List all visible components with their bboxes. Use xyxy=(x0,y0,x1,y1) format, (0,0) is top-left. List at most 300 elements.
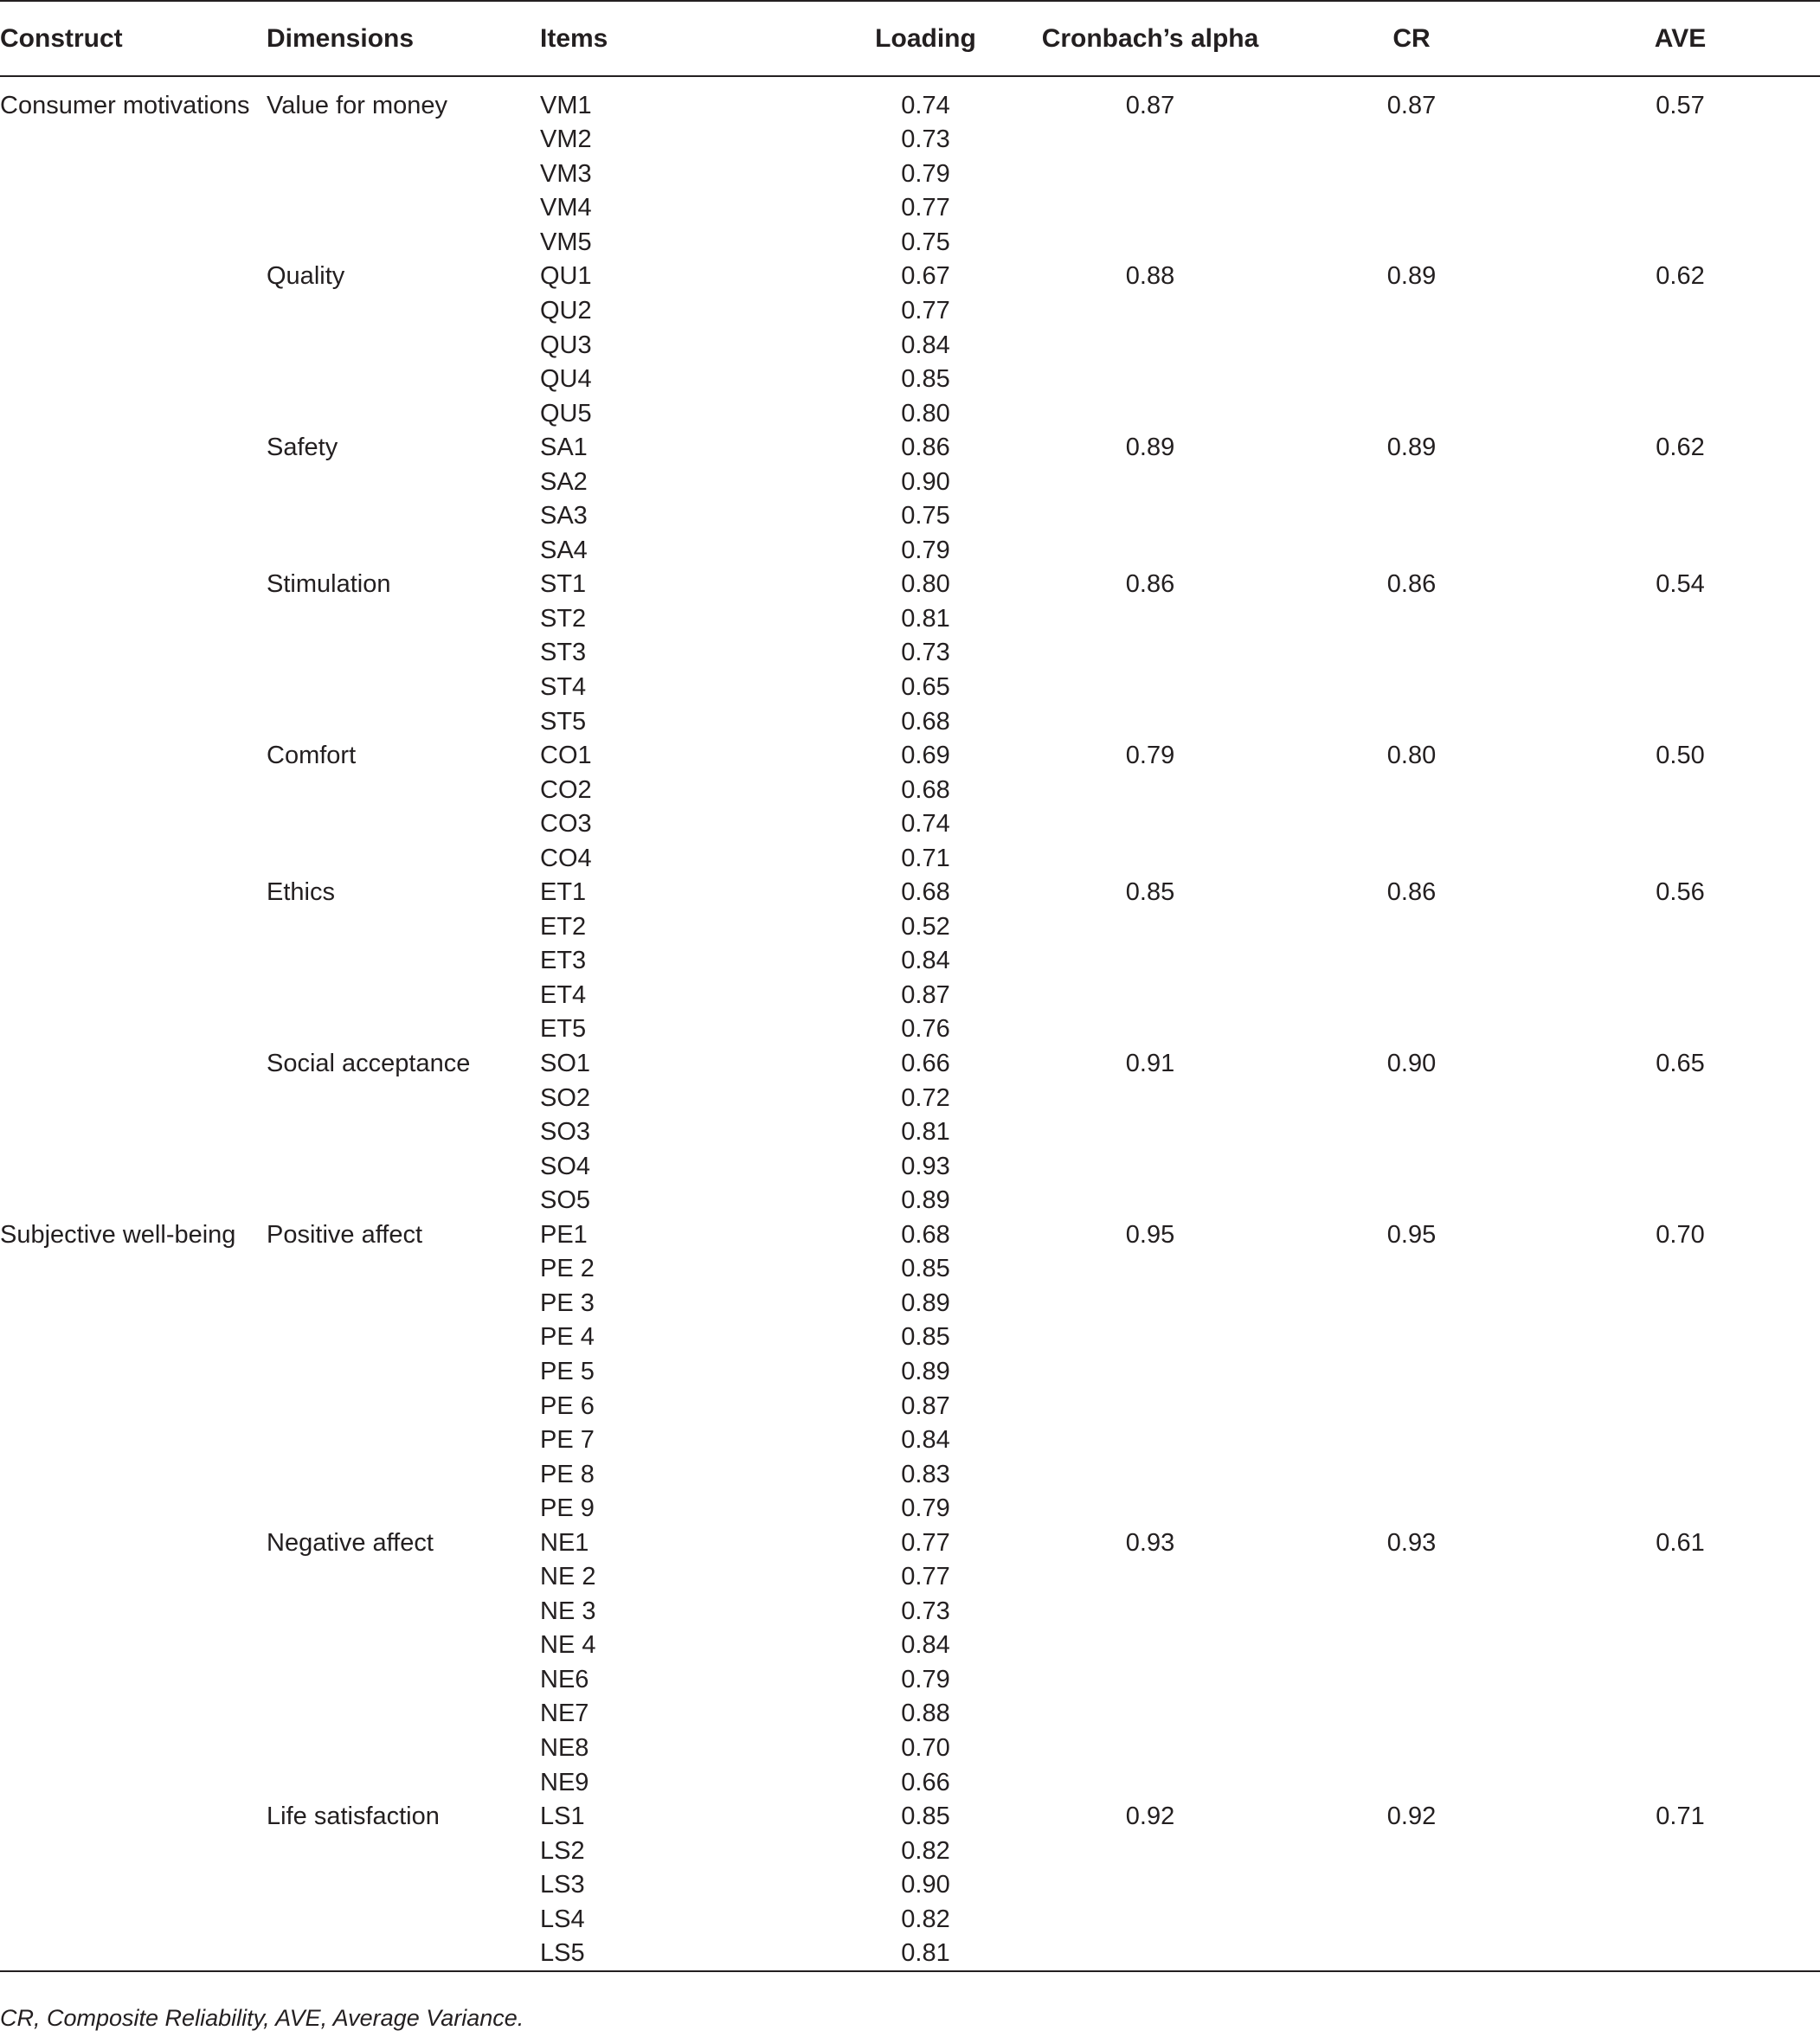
cell-item: ET5 xyxy=(540,1015,587,1044)
cell-loading: 0.68 xyxy=(901,707,950,736)
cell-cr xyxy=(1283,1287,1540,1321)
cell-cr xyxy=(1283,1663,1540,1698)
cell-dimension xyxy=(265,1595,540,1629)
cell-cronbach-alpha xyxy=(1018,1389,1283,1423)
cell-loading: 0.80 xyxy=(901,399,950,427)
cell-cr: 0.87 xyxy=(1386,92,1437,119)
cell-ave: 0.71 xyxy=(1656,1802,1705,1831)
table-row xyxy=(0,1321,1820,1355)
cell-dimension xyxy=(265,807,540,842)
cell-dimension xyxy=(265,226,540,260)
cell-item: NE7 xyxy=(540,1700,589,1728)
cell-construct xyxy=(0,704,265,739)
cell-loading: 0.90 xyxy=(901,1871,950,1899)
cell-cronbach-alpha xyxy=(1018,671,1283,705)
cell-dimension: Positive affect xyxy=(267,1220,423,1249)
cell-ave xyxy=(1540,534,1820,569)
cell-dimension xyxy=(265,944,540,979)
header-construct: Construct xyxy=(0,23,123,53)
cell-cr xyxy=(1283,1492,1540,1526)
cell-cronbach-alpha: 0.91 xyxy=(1125,1050,1175,1078)
cell-dimension: Social acceptance xyxy=(267,1050,471,1078)
cell-construct xyxy=(0,1389,265,1423)
cell-cr xyxy=(1283,1012,1540,1047)
table-row xyxy=(0,157,1820,192)
table-row xyxy=(0,1629,1820,1663)
cell-cronbach-alpha xyxy=(1018,1184,1283,1218)
cell-loading: 0.68 xyxy=(901,775,950,804)
cell-loading: 0.79 xyxy=(901,536,950,564)
cell-ave: 0.57 xyxy=(1656,92,1705,119)
header-row xyxy=(0,1,1820,76)
cell-dimension xyxy=(265,1834,540,1868)
cell-ave xyxy=(1540,1457,1820,1492)
cell-item: PE 2 xyxy=(540,1255,595,1283)
cell-dimension: Quality xyxy=(267,262,345,291)
cell-cronbach-alpha xyxy=(1018,328,1283,363)
table-row xyxy=(0,1868,1820,1903)
cell-item: VM5 xyxy=(540,228,592,256)
cell-ave xyxy=(1540,1355,1820,1390)
cell-cr xyxy=(1283,363,1540,397)
cell-cronbach-alpha xyxy=(1018,1834,1283,1868)
cell-construct xyxy=(0,1765,265,1800)
table-row xyxy=(0,739,1820,774)
cell-item: VM3 xyxy=(540,159,592,188)
cell-cronbach-alpha xyxy=(1018,979,1283,1013)
cell-cronbach-alpha xyxy=(1018,1287,1283,1321)
cell-ave xyxy=(1540,1492,1820,1526)
cell-dimension xyxy=(265,1492,540,1526)
cell-loading: 0.79 xyxy=(901,159,950,188)
cell-ave xyxy=(1540,465,1820,499)
cell-ave xyxy=(1540,910,1820,945)
cell-cr xyxy=(1283,191,1540,226)
cell-dimension xyxy=(265,1115,540,1150)
cell-construct xyxy=(0,499,265,534)
table-row xyxy=(0,1423,1820,1458)
cell-cr: 0.95 xyxy=(1386,1220,1437,1249)
cell-dimension xyxy=(265,1389,540,1423)
cell-item: SO5 xyxy=(540,1186,591,1215)
cell-dimension xyxy=(265,1149,540,1184)
table-row xyxy=(0,1526,1820,1560)
table-row xyxy=(0,944,1820,979)
cell-construct xyxy=(0,1560,265,1595)
table-row xyxy=(0,1355,1820,1390)
cell-construct xyxy=(0,1149,265,1184)
table-row xyxy=(0,123,1820,157)
cell-cronbach-alpha: 0.86 xyxy=(1125,570,1175,599)
cell-item: ET4 xyxy=(540,980,587,1009)
table-row xyxy=(0,1047,1820,1082)
cell-loading: 0.81 xyxy=(901,604,950,633)
table-row xyxy=(0,534,1820,569)
cell-item: ST5 xyxy=(540,707,587,736)
cell-ave: 0.54 xyxy=(1656,570,1705,599)
cell-cronbach-alpha xyxy=(1018,363,1283,397)
cell-loading: 0.89 xyxy=(901,1186,950,1215)
cell-ave xyxy=(1540,602,1820,637)
table-row xyxy=(0,1389,1820,1423)
cell-cr: 0.89 xyxy=(1386,434,1437,462)
cell-loading: 0.93 xyxy=(901,1152,950,1180)
cell-loading: 0.66 xyxy=(901,1768,950,1796)
cell-cronbach-alpha xyxy=(1018,1560,1283,1595)
cell-item: NE9 xyxy=(540,1768,589,1796)
cell-ave xyxy=(1540,1560,1820,1595)
cell-cronbach-alpha: 0.95 xyxy=(1125,1220,1175,1249)
cell-cr xyxy=(1283,1252,1540,1287)
cell-loading: 0.84 xyxy=(901,947,950,975)
table-row xyxy=(0,499,1820,534)
header-cronbach-alpha: Cronbach’s alpha xyxy=(1041,23,1259,53)
cell-cronbach-alpha xyxy=(1018,1629,1283,1663)
cell-item: PE1 xyxy=(540,1220,588,1249)
cell-item: VM4 xyxy=(540,194,592,222)
cell-construct xyxy=(0,841,265,876)
cell-dimension xyxy=(265,602,540,637)
cell-item: LS1 xyxy=(540,1802,585,1831)
cell-ave xyxy=(1540,294,1820,329)
cell-cr xyxy=(1283,841,1540,876)
cell-dimension xyxy=(265,1287,540,1321)
cell-item: PE 5 xyxy=(540,1357,595,1385)
cell-loading: 0.74 xyxy=(901,810,950,839)
cell-loading: 0.76 xyxy=(901,1015,950,1044)
cell-item: ET2 xyxy=(540,912,587,941)
cell-loading: 0.75 xyxy=(901,502,950,530)
cell-loading: 0.89 xyxy=(901,1288,950,1317)
cell-item: LS5 xyxy=(540,1938,585,1967)
cell-construct xyxy=(0,1868,265,1903)
cell-construct xyxy=(0,1457,265,1492)
cell-dimension xyxy=(265,1184,540,1218)
cell-loading: 0.66 xyxy=(901,1050,950,1078)
cell-construct xyxy=(0,807,265,842)
cell-ave xyxy=(1540,1012,1820,1047)
cell-construct xyxy=(0,260,265,294)
cell-construct xyxy=(0,602,265,637)
cell-loading: 0.52 xyxy=(901,912,950,941)
cell-item: SO3 xyxy=(540,1118,591,1147)
cell-loading: 0.77 xyxy=(901,1528,950,1557)
cell-construct xyxy=(0,1697,265,1732)
cell-loading: 0.82 xyxy=(901,1836,950,1865)
cell-cr xyxy=(1283,671,1540,705)
cell-ave xyxy=(1540,1115,1820,1150)
table-row xyxy=(0,260,1820,294)
cell-item: ET1 xyxy=(540,878,587,907)
cell-construct xyxy=(0,1321,265,1355)
cell-item: ST1 xyxy=(540,570,587,599)
cell-cronbach-alpha xyxy=(1018,1149,1283,1184)
cell-cr xyxy=(1283,773,1540,807)
cell-dimension: Safety xyxy=(267,434,338,462)
cell-item: ST3 xyxy=(540,639,587,667)
cell-cr xyxy=(1283,1732,1540,1766)
cell-ave xyxy=(1540,1834,1820,1868)
cell-dimension: Comfort xyxy=(267,742,357,770)
table-row xyxy=(0,396,1820,431)
cell-item: PE 6 xyxy=(540,1391,595,1420)
table-footnote: CR, Composite Reliability, AVE, Average Variance. xyxy=(0,2005,524,2031)
cell-loading: 0.84 xyxy=(901,1631,950,1660)
cell-dimension xyxy=(265,1457,540,1492)
cell-cr xyxy=(1283,157,1540,192)
cell-loading: 0.68 xyxy=(901,878,950,907)
cell-cronbach-alpha xyxy=(1018,636,1283,671)
cell-loading: 0.80 xyxy=(901,570,950,599)
cell-item: CO3 xyxy=(540,810,592,839)
cell-cronbach-alpha xyxy=(1018,1732,1283,1766)
cell-cronbach-alpha xyxy=(1018,944,1283,979)
cell-cr xyxy=(1283,499,1540,534)
cell-dimension xyxy=(265,328,540,363)
cell-loading: 0.84 xyxy=(901,1426,950,1455)
cell-ave: 0.56 xyxy=(1656,878,1705,907)
cell-dimension xyxy=(265,1355,540,1390)
cell-loading: 0.79 xyxy=(901,1494,950,1523)
cell-cronbach-alpha xyxy=(1018,1423,1283,1458)
table-row xyxy=(0,773,1820,807)
cell-cr xyxy=(1283,1423,1540,1458)
table-row xyxy=(0,1902,1820,1937)
cell-construct xyxy=(0,1184,265,1218)
cell-cronbach-alpha: 0.87 xyxy=(1125,92,1175,119)
cell-item: SO2 xyxy=(540,1083,591,1112)
cell-cr xyxy=(1283,1697,1540,1732)
cell-loading: 0.88 xyxy=(901,1700,950,1728)
cell-item: LS4 xyxy=(540,1905,585,1933)
table-row xyxy=(0,1149,1820,1184)
table-header xyxy=(0,1,1820,76)
cell-cronbach-alpha xyxy=(1018,1115,1283,1150)
cell-cr xyxy=(1283,1560,1540,1595)
cell-item: LS3 xyxy=(540,1871,585,1899)
cell-item: SA2 xyxy=(540,467,588,496)
cell-item: NE6 xyxy=(540,1665,589,1693)
cell-cr xyxy=(1283,1902,1540,1937)
cell-dimension xyxy=(265,1732,540,1766)
cell-ave xyxy=(1540,1595,1820,1629)
cell-item: ST4 xyxy=(540,673,587,702)
cell-cr xyxy=(1283,465,1540,499)
cell-item: ST2 xyxy=(540,604,587,633)
cell-construct xyxy=(0,1423,265,1458)
cell-ave xyxy=(1540,328,1820,363)
cell-dimension xyxy=(265,1321,540,1355)
cell-ave: 0.62 xyxy=(1656,262,1705,291)
cell-construct xyxy=(0,671,265,705)
cell-dimension: Life satisfaction xyxy=(267,1802,440,1831)
cell-item: NE1 xyxy=(540,1528,589,1557)
cell-ave xyxy=(1540,944,1820,979)
cell-cr xyxy=(1283,1184,1540,1218)
cell-cronbach-alpha xyxy=(1018,807,1283,842)
cell-ave xyxy=(1540,157,1820,192)
cell-dimension xyxy=(265,910,540,945)
cell-cr xyxy=(1283,1765,1540,1800)
cell-cr: 0.93 xyxy=(1386,1528,1437,1557)
cell-ave xyxy=(1540,979,1820,1013)
cell-construct xyxy=(0,1526,265,1560)
cell-ave xyxy=(1540,396,1820,431)
cell-loading: 0.77 xyxy=(901,194,950,222)
cell-dimension xyxy=(265,294,540,329)
cell-item: VM2 xyxy=(540,125,592,154)
cell-loading: 0.73 xyxy=(901,1597,950,1625)
table-row xyxy=(0,704,1820,739)
cell-construct xyxy=(0,1595,265,1629)
cell-item: QU4 xyxy=(540,365,592,394)
cell-ave: 0.50 xyxy=(1656,742,1705,770)
cell-item: QU2 xyxy=(540,297,592,325)
table-row xyxy=(0,465,1820,499)
cell-loading: 0.74 xyxy=(901,92,950,119)
cell-dimension xyxy=(265,704,540,739)
table-row xyxy=(0,1937,1820,1971)
cell-cr: 0.80 xyxy=(1386,742,1437,770)
cell-cr xyxy=(1283,1149,1540,1184)
table-row xyxy=(0,1184,1820,1218)
cell-cronbach-alpha xyxy=(1018,191,1283,226)
cell-cr xyxy=(1283,1321,1540,1355)
table-body xyxy=(0,76,1820,1971)
cell-loading: 0.85 xyxy=(901,1323,950,1352)
cell-construct xyxy=(0,431,265,466)
cell-construct xyxy=(0,876,265,910)
cell-loading: 0.75 xyxy=(901,228,950,256)
cell-construct xyxy=(0,1902,265,1937)
cell-cr xyxy=(1283,1081,1540,1115)
cell-cr: 0.86 xyxy=(1386,570,1437,599)
cell-dimension xyxy=(265,191,540,226)
cell-loading: 0.81 xyxy=(901,1938,950,1967)
cell-ave xyxy=(1540,1765,1820,1800)
table-row xyxy=(0,1732,1820,1766)
cell-cr xyxy=(1283,1355,1540,1390)
header-loading: Loading xyxy=(875,23,976,53)
cell-dimension: Stimulation xyxy=(267,570,391,599)
cell-loading: 0.70 xyxy=(901,1733,950,1762)
table-row xyxy=(0,1834,1820,1868)
cell-cr xyxy=(1283,1834,1540,1868)
cell-construct xyxy=(0,773,265,807)
cell-cronbach-alpha: 0.85 xyxy=(1125,878,1175,907)
cell-item: VM1 xyxy=(540,92,592,119)
cell-item: QU1 xyxy=(540,262,592,291)
table-row xyxy=(0,1697,1820,1732)
table-row xyxy=(0,1252,1820,1287)
cell-cr xyxy=(1283,807,1540,842)
cell-dimension xyxy=(265,1081,540,1115)
cell-cronbach-alpha xyxy=(1018,1937,1283,1971)
cell-ave xyxy=(1540,1184,1820,1218)
cell-cr xyxy=(1283,1629,1540,1663)
cell-ave xyxy=(1540,704,1820,739)
table-row xyxy=(0,363,1820,397)
cell-construct xyxy=(0,1663,265,1698)
cell-cronbach-alpha xyxy=(1018,1765,1283,1800)
cell-construct xyxy=(0,636,265,671)
cell-cr xyxy=(1283,979,1540,1013)
cell-cronbach-alpha: 0.79 xyxy=(1125,742,1175,770)
cell-cr xyxy=(1283,534,1540,569)
cell-cronbach-alpha xyxy=(1018,1663,1283,1698)
cell-loading: 0.77 xyxy=(901,1563,950,1591)
cell-item: NE8 xyxy=(540,1733,589,1762)
cell-construct xyxy=(0,1287,265,1321)
cell-ave xyxy=(1540,191,1820,226)
cell-ave xyxy=(1540,1287,1820,1321)
cell-cronbach-alpha xyxy=(1018,1252,1283,1287)
cell-construct xyxy=(0,1047,265,1082)
cell-cronbach-alpha: 0.92 xyxy=(1125,1802,1175,1831)
cell-dimension xyxy=(265,157,540,192)
table-row xyxy=(0,1800,1820,1835)
table-row xyxy=(0,979,1820,1013)
cell-cronbach-alpha xyxy=(1018,1012,1283,1047)
table-row xyxy=(0,1081,1820,1115)
cell-cronbach-alpha xyxy=(1018,396,1283,431)
cell-cr xyxy=(1283,1115,1540,1150)
cell-cr: 0.86 xyxy=(1386,878,1437,907)
cell-ave xyxy=(1540,1868,1820,1903)
cell-loading: 0.73 xyxy=(901,639,950,667)
cell-cr xyxy=(1283,944,1540,979)
cell-item: CO2 xyxy=(540,775,592,804)
cell-construct: Consumer motivations xyxy=(0,92,250,119)
table-row xyxy=(0,807,1820,842)
cell-ave xyxy=(1540,1697,1820,1732)
cell-construct xyxy=(0,568,265,602)
cell-dimension: Value for money xyxy=(267,92,448,119)
table-row xyxy=(0,226,1820,260)
cell-dimension xyxy=(265,1765,540,1800)
table-row xyxy=(0,602,1820,637)
cell-cr: 0.92 xyxy=(1386,1802,1437,1831)
cell-dimension xyxy=(265,1902,540,1937)
cell-item: SO1 xyxy=(540,1050,591,1078)
cell-item: SA1 xyxy=(540,434,588,462)
cell-cronbach-alpha xyxy=(1018,841,1283,876)
cell-construct xyxy=(0,465,265,499)
cell-construct xyxy=(0,226,265,260)
table-row xyxy=(0,1457,1820,1492)
cell-loading: 0.81 xyxy=(901,1118,950,1147)
cell-cr xyxy=(1283,602,1540,637)
cell-cronbach-alpha: 0.89 xyxy=(1125,434,1175,462)
cell-cr xyxy=(1283,123,1540,157)
cell-item: NE 2 xyxy=(540,1563,596,1591)
cell-construct xyxy=(0,739,265,774)
cell-construct xyxy=(0,363,265,397)
cell-construct xyxy=(0,1800,265,1835)
cell-cr xyxy=(1283,636,1540,671)
table-row xyxy=(0,76,1820,123)
cell-ave xyxy=(1540,123,1820,157)
cell-cr xyxy=(1283,1595,1540,1629)
cell-item: CO4 xyxy=(540,844,592,872)
cell-construct xyxy=(0,1732,265,1766)
cell-loading: 0.87 xyxy=(901,1391,950,1420)
cell-cronbach-alpha xyxy=(1018,534,1283,569)
cell-item: LS2 xyxy=(540,1836,585,1865)
cell-cr xyxy=(1283,294,1540,329)
cell-dimension xyxy=(265,1868,540,1903)
table-row xyxy=(0,671,1820,705)
